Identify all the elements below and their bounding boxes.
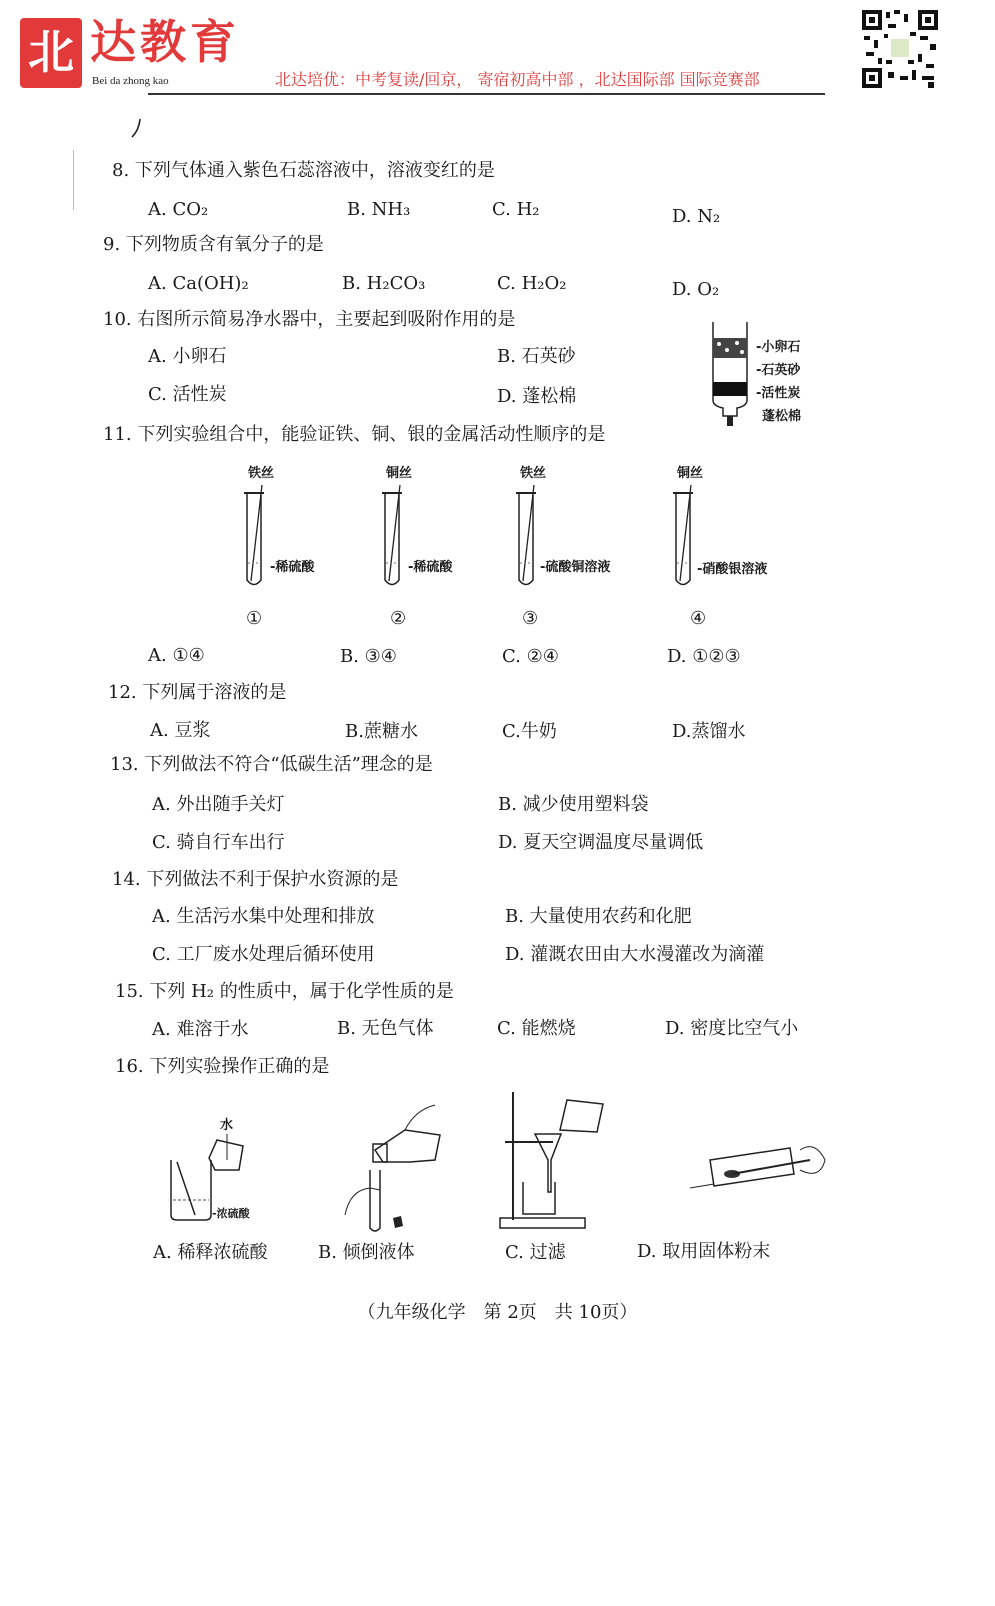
tube-3-mark: ③: [522, 608, 539, 629]
question-8: [112, 160, 495, 182]
q15-option-b: B. 无色气体: [337, 1018, 434, 1039]
scan-margin-line: [73, 150, 74, 210]
q12-option-c: C.牛奶: [502, 721, 557, 742]
filter-label-sand: -石英砂: [756, 363, 801, 378]
label-text: 小卵石: [761, 340, 801, 355]
label-text: 浓硫酸: [216, 1207, 250, 1220]
q13-option-b: B. 减少使用塑料袋: [498, 794, 649, 815]
question-stem: 下列气体通入紫色石蕊溶液中，溶液变红的是: [134, 160, 495, 181]
q16-option-b: B. 倾倒液体: [318, 1242, 415, 1263]
filter-label-pebble: -小卵石: [756, 340, 801, 355]
q14-option-b: B. 大量使用农药和化肥: [505, 906, 692, 927]
question-stem: 下列 H₂ 的性质中，属于化学性质的是: [149, 981, 454, 1002]
label-text: 硝酸银溶液: [702, 562, 768, 577]
brand-pinyin: Bei da zhong kao: [92, 75, 169, 87]
question-14: [112, 869, 398, 891]
q10-option-b: B. 石英砂: [497, 346, 576, 367]
q9-option-d: D. O₂: [672, 279, 720, 300]
q8-option-b: B. NH₃: [347, 199, 411, 220]
header-slogan: 北达培优：中考复读/回京， 寄宿初高中部 ，北达国际部 国际竞赛部: [275, 70, 760, 89]
q12-option-d: D.蒸馏水: [672, 721, 746, 742]
q11-option-d: D. ①②③: [667, 646, 741, 667]
tube-2-solution-label: -稀硫酸: [408, 560, 453, 575]
q8-option-d: D. N₂: [672, 206, 721, 227]
test-tube-2-drawing: [378, 485, 408, 590]
q14-option-d: D. 灌溉农田由大水漫灌改为滴灌: [505, 944, 765, 965]
test-tube-3-drawing: [512, 485, 542, 590]
question-12: [108, 682, 286, 704]
q10-option-d: D. 蓬松棉: [497, 386, 577, 407]
page-footer: （九年级化学 第 2页 共 10页）: [357, 1302, 638, 1323]
question-stem: 下列属于溶液的是: [142, 682, 287, 703]
q14-option-c: C. 工厂废水处理后循环使用: [152, 944, 375, 965]
water-filter-figure: [705, 322, 755, 432]
question-stem: 下列物质含有氧分子的是: [125, 234, 324, 255]
logo-mark: 北: [20, 18, 82, 88]
q16-option-a: A. 稀释浓硫酸: [153, 1242, 268, 1263]
test-tube-1-drawing: [240, 485, 270, 590]
q8-option-a: A. CO₂: [148, 199, 209, 220]
question-number: 14.: [112, 869, 141, 890]
question-10: [103, 309, 515, 331]
q11-option-c: C. ②④: [502, 646, 559, 667]
q12-option-a: A. 豆浆: [150, 720, 211, 741]
q9-option-c: C. H₂O₂: [497, 273, 567, 294]
q13-option-a: A. 外出随手关灯: [152, 794, 285, 815]
question-11: [103, 424, 605, 446]
tube-1-mark: ①: [246, 608, 263, 629]
q15-option-a: A. 难溶于水: [152, 1019, 249, 1040]
q10-option-c: C. 活性炭: [148, 384, 227, 405]
question-number: 16.: [115, 1056, 144, 1077]
question-stem: 下列实验操作正确的是: [149, 1056, 330, 1077]
tube-4-solution-label: -硝酸银溶液: [697, 562, 768, 577]
question-number: 15.: [115, 981, 144, 1002]
label-text: 稀硫酸: [413, 560, 453, 575]
question-number: 13.: [110, 754, 139, 775]
label-text: 稀硫酸: [275, 560, 315, 575]
question-number: 8.: [112, 160, 130, 181]
question-number: 12.: [108, 682, 137, 703]
question-16: [115, 1056, 329, 1078]
concentrated-acid-label: -浓硫酸: [212, 1207, 250, 1220]
filtration-figure: [495, 1092, 610, 1232]
tube-3-solution-label: -硫酸铜溶液: [540, 560, 611, 575]
tube-4-wire-label: 铜丝: [677, 466, 704, 481]
tube-2-wire-label: 铜丝: [386, 466, 413, 481]
question-13: [110, 754, 433, 776]
q14-option-a: A. 生活污水集中处理和排放: [152, 906, 375, 927]
question-stem: 下列实验组合中，能验证铁、铜、银的金属活动性顺序的是: [137, 424, 606, 445]
q11-option-a: A. ①④: [148, 645, 205, 666]
filter-label-carbon: -活性炭: [756, 386, 801, 401]
q8-option-c: C. H₂: [492, 199, 540, 220]
q15-option-d: D. 密度比空气小: [665, 1018, 799, 1039]
tube-1-wire-label: 铁丝: [248, 466, 275, 481]
header-divider: [148, 93, 825, 95]
solid-powder-figure: [690, 1140, 830, 1200]
brand-name: 达教育: [90, 15, 240, 69]
q12-option-b: B.蔗糖水: [345, 721, 418, 742]
stray-pen-mark: [130, 118, 144, 140]
q9-option-b: B. H₂CO₃: [342, 273, 426, 294]
tube-2-mark: ②: [390, 608, 407, 629]
q13-option-d: D. 夏天空调温度尽量调低: [498, 832, 704, 853]
q11-option-b: B. ③④: [340, 646, 397, 667]
question-9: [103, 234, 324, 256]
qr-code-icon: [862, 10, 938, 88]
test-tube-4-drawing: [669, 485, 699, 590]
tube-4-mark: ④: [690, 608, 707, 629]
label-text: 硫酸铜溶液: [545, 560, 611, 575]
water-label: 水: [220, 1118, 234, 1133]
q16-option-c: C. 过滤: [505, 1242, 566, 1263]
question-number: 9.: [103, 234, 121, 255]
question-number: 11.: [103, 424, 132, 445]
q9-option-a: A. Ca(OH)₂: [148, 273, 249, 294]
question-15: [115, 981, 454, 1003]
label-text: 石英砂: [761, 363, 801, 378]
question-stem: 右图所示简易净水器中，主要起到吸附作用的是: [137, 309, 516, 330]
q15-option-c: C. 能燃烧: [497, 1018, 576, 1039]
q16-option-d: D. 取用固体粉末: [637, 1241, 771, 1262]
q10-option-a: A. 小卵石: [148, 346, 227, 367]
pour-liquid-figure: [335, 1100, 445, 1235]
label-text: 活性炭: [761, 386, 801, 401]
question-number: 10.: [103, 309, 132, 330]
tube-1-solution-label: -稀硫酸: [270, 560, 315, 575]
tube-3-wire-label: 铁丝: [520, 466, 547, 481]
question-stem: 下列做法不符合“低碳生活”理念的是: [144, 754, 433, 775]
q13-option-c: C. 骑自行车出行: [152, 832, 285, 853]
question-stem: 下列做法不利于保护水资源的是: [146, 869, 399, 890]
filter-label-cotton: 蓬松棉: [762, 409, 802, 424]
